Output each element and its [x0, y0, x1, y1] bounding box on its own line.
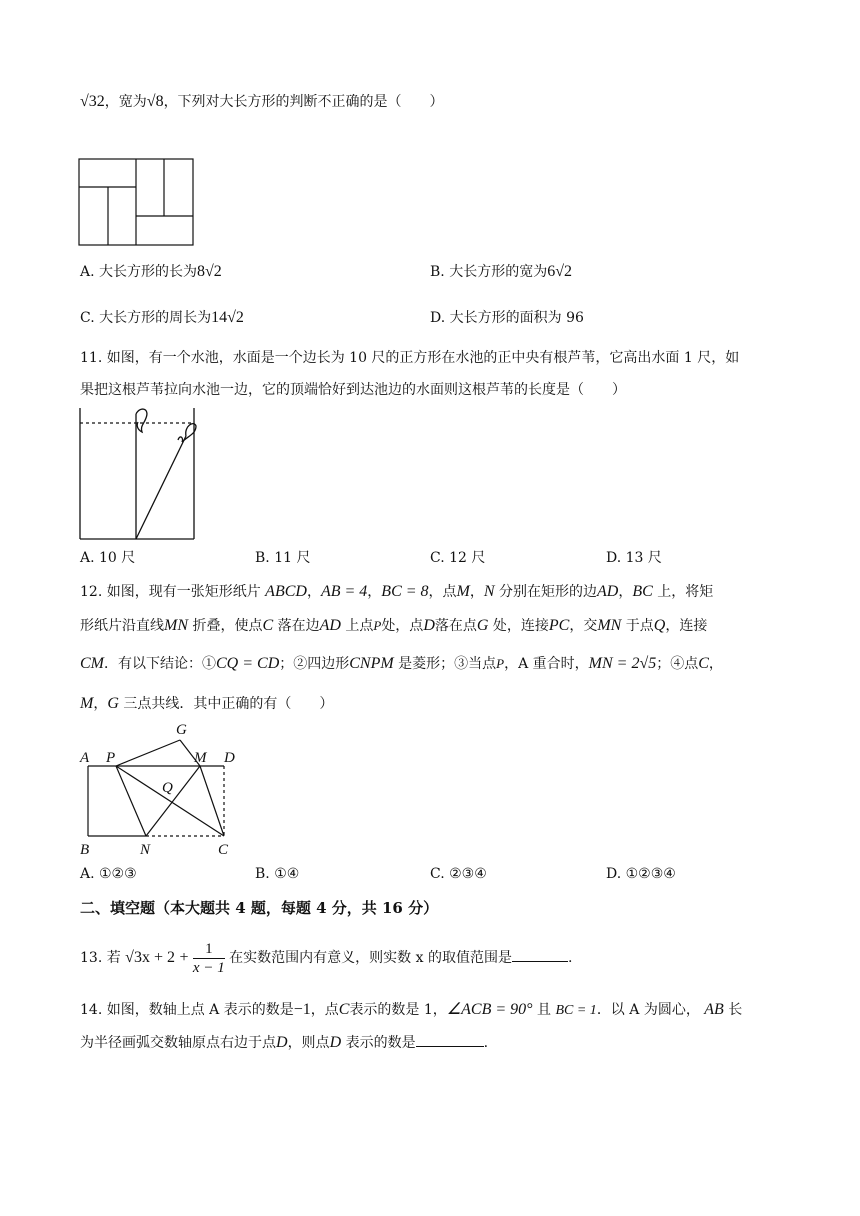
- q10-rectangle-figure: [78, 158, 196, 248]
- label-m: M: [194, 750, 207, 766]
- q14-stem-line-2: 为半径画弧交数轴原点右边于点D，则点D 表示的数是 .: [80, 1034, 489, 1051]
- label-b: B: [80, 842, 90, 858]
- q11-option-b[interactable]: B. 11 尺: [255, 550, 311, 566]
- q10-option-b[interactable]: B. 大长方形的宽为6√2: [430, 263, 572, 280]
- q14-stem-line-1: 14. 如图，数轴上点 A 表示的数是−1，点C表示的数是 1，∠ACB = 90° 且 BC = 1．以 A 为圆心， AB 长: [80, 1001, 743, 1018]
- sqrt-8: √8: [146, 93, 164, 110]
- q11-option-c[interactable]: C. 12 尺: [430, 550, 486, 566]
- q12-option-a[interactable]: A. ①②③: [80, 866, 137, 882]
- label-a: A: [80, 750, 90, 766]
- q12-stem-line-1: 12. 如图，现有一张矩形纸片 ABCD，AB = 4，BC = 8，点M，N 分别在矩形的边AD，BC 上，将矩: [80, 583, 714, 600]
- q10-stem-text-1: ，宽为: [104, 94, 147, 110]
- q12-stem-line-3: CM．有以下结论：①CQ = CD；②四边形CNPM 是菱形；③当点P，A 重合时，MN = 2√5；④点C，: [80, 655, 723, 672]
- q10-stem: [80, 92, 444, 112]
- q10-option-a[interactable]: A. 大长方形的长为8√2: [80, 263, 222, 280]
- q12-option-c[interactable]: C. ②③④: [430, 866, 487, 882]
- q11-pond-figure: [78, 406, 200, 542]
- section-2-title: 二、填空题（本大题共 4 题，每题 4 分，共 16 分）: [80, 899, 439, 917]
- q12-option-d[interactable]: D. ①②③④: [606, 866, 676, 882]
- q11-option-a[interactable]: A. 10 尺: [80, 550, 136, 566]
- q12-stem-line-2: 形纸片沿直线MN 折叠，使点C 落在边AD 上点P处，点D落在点G 处，连接PC，交MN 于点Q，连接: [80, 617, 708, 634]
- q13-stem: 13. 若 √3x + 2 + $\frac{1}{x - 1}$ 在实数范围内有意义，则实数 x 的取值范围是 .: [80, 940, 573, 976]
- q11-option-d[interactable]: D. 13 尺: [606, 550, 662, 566]
- answer-blank[interactable]: [416, 1032, 484, 1047]
- label-n: N: [140, 842, 151, 858]
- q11-stem-line-1: 11. 如图，有一个水池，水面是一个边长为 10 尺的正方形在水池的正中央有根芦苇，它高出水面 1 尺，如: [80, 350, 740, 366]
- label-d: D: [224, 750, 235, 766]
- label-q: Q: [162, 780, 173, 796]
- label-c: C: [218, 842, 229, 858]
- label-g: G: [176, 722, 187, 738]
- q12-fold-figure: [76, 720, 246, 860]
- q12-stem-line-4: M，G 三点共线．其中正确的有（ ）: [80, 695, 334, 712]
- fraction: $\frac{1}{x - 1}$: [192, 940, 225, 976]
- sqrt-expression: √3x + 2: [125, 949, 175, 966]
- q11-stem-line-2: 果把这根芦苇拉向水池一边，它的顶端恰好到达池边的水面则这根芦苇的长度是（ ）: [80, 382, 626, 398]
- q10-option-c[interactable]: C. 大长方形的周长为14√2: [80, 309, 244, 326]
- sqrt-32: √32: [80, 93, 105, 110]
- q10-stem-text-2: ，下列对大长方形的判断不正确的是（ ）: [163, 94, 444, 110]
- label-p: P: [106, 750, 116, 766]
- q10-option-d[interactable]: D. 大长方形的面积为 96: [430, 310, 584, 326]
- answer-blank[interactable]: [512, 947, 568, 962]
- q12-option-b[interactable]: B. ①④: [255, 866, 300, 882]
